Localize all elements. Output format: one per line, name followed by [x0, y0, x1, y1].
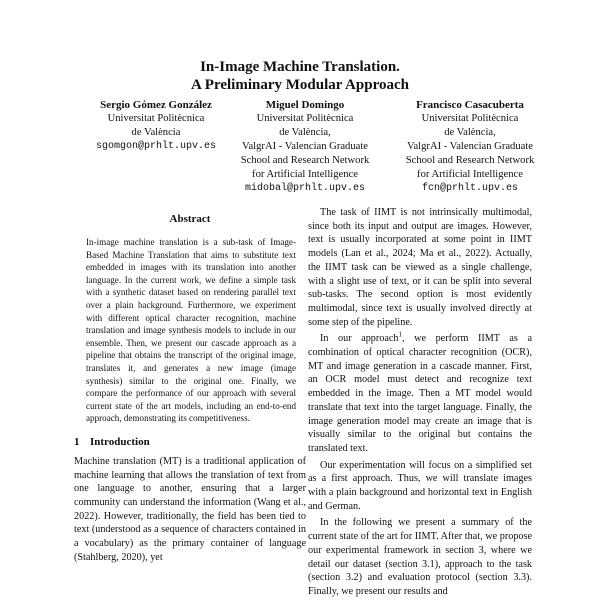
author-affiliation-line: de València — [131, 127, 181, 138]
author-email: fcn@prhlt.upv.es — [421, 183, 518, 194]
title-line-2: A Preliminary Modular Approach — [191, 77, 409, 93]
section-title: Introduction — [90, 435, 150, 448]
paper-title — [0, 58, 600, 94]
right-column — [308, 206, 532, 602]
author-block — [0, 98, 600, 198]
left-column — [74, 206, 306, 568]
author-email: sgomgon@prhlt.upv.es — [95, 141, 217, 152]
title-line-1: In-Image Machine Translation. — [200, 59, 400, 75]
author-affiliation-line: Universitat Politècnica — [256, 113, 354, 124]
author-name: Francisco Casacuberta — [416, 99, 524, 111]
abstract-heading: Abstract — [169, 213, 211, 225]
author-email: midobal@prhlt.upv.es — [244, 183, 366, 194]
author-affiliation-line: Universitat Politècnica — [107, 113, 205, 124]
author-2 — [215, 98, 395, 196]
author-affiliation-line: for Artificial Intelligence — [417, 169, 523, 180]
abstract-text: In-image machine translation is a sub-task of Image-Based Machine Translation that aims to substitute text embedded in images with its translation into another language. In the current work, we define a simple task with a synthetic dataset based on rendering parallel text over a plain background. Furthermore, we experiment with different optical character recognition, machine translation and image synthesis models to include in our ensemble. Then, we present our cascade approach as a pipeline that obtains the transcript of the original image, translates it, and generates a new image (image synthesis) similar to the original one. Finally, we compare the performance of our approach with several current state of the art models, including an end-to-end approach, demonstrating its competitiveness. — [86, 237, 296, 424]
intro-paragraph-1: Machine translation (MT) is a traditional application of machine learning that allows the translation of text from one language to another, ensuring that a larger community can understand the information (Wang et al., 2022). However, traditionally, the field has been tied to text (understood as a sequence of characters contained in a vocabulary) as the primary container of language (Stahlberg, 2020), yet — [74, 455, 306, 563]
author-affiliation-line: de València, — [444, 127, 496, 138]
right-paragraph-1: The task of IIMT is not intrinsically multimodal, since both its input and output are images. However, text is usually incorporated at some point in IIMT models (Lan et al., 2024; Ma et al., 2022). Actually, the IIMT task can be viewed as a single challenge, with a slight use of text, or it can be split into several sub-tasks. The second option is most evidently multimodal, since text is usually involved directly at some step of the pipeline. — [308, 207, 532, 328]
section-heading-introduction — [74, 435, 306, 449]
right-paragraph-2 — [308, 332, 532, 455]
author-name: Sergio Gómez González — [100, 99, 212, 111]
paragraph-text: In our approach — [320, 333, 399, 345]
author-3 — [380, 98, 560, 196]
right-paragraph-4: In the following we present a summary of the current state of the art for IIMT. After that, we propose our experimental framework in section 3, where we detail our dataset (section 3.1), approach to the task (section 3.2) and evaluation protocol (section 3.3). Finally, we present our results and — [308, 517, 532, 597]
author-1 — [76, 98, 236, 154]
author-affiliation-line: ValgrAI - Valencian Graduate — [407, 141, 533, 152]
author-affiliation-line: School and Research Network — [405, 155, 535, 166]
right-paragraph-3: Our experimentation will focus on a simplified set as a first approach. Thus, we will translate images with a plain background and horizontal text in English and German. — [308, 459, 532, 512]
author-affiliation-line: de València, — [279, 127, 331, 138]
author-affiliation-line: ValgrAI - Valencian Graduate — [242, 141, 368, 152]
paragraph-text: , we perform IIMT as a combination of optical character recognition (OCR), MT and image generation in a cascade manner. First, an OCR model must detect and recognize text embedded in the image. Then a MT model would translate that text into the target language. Finally, the image generation model may create an image that is visually similar to the original but contains the translated text. — [308, 333, 532, 454]
author-affiliation-line: for Artificial Intelligence — [252, 169, 358, 180]
author-affiliation-line: School and Research Network — [240, 155, 370, 166]
author-affiliation-line: Universitat Politècnica — [421, 113, 519, 124]
footnote-marker[interactable]: 1 — [398, 330, 403, 339]
author-name: Miguel Domingo — [265, 99, 345, 111]
section-number: 1 — [74, 435, 80, 448]
